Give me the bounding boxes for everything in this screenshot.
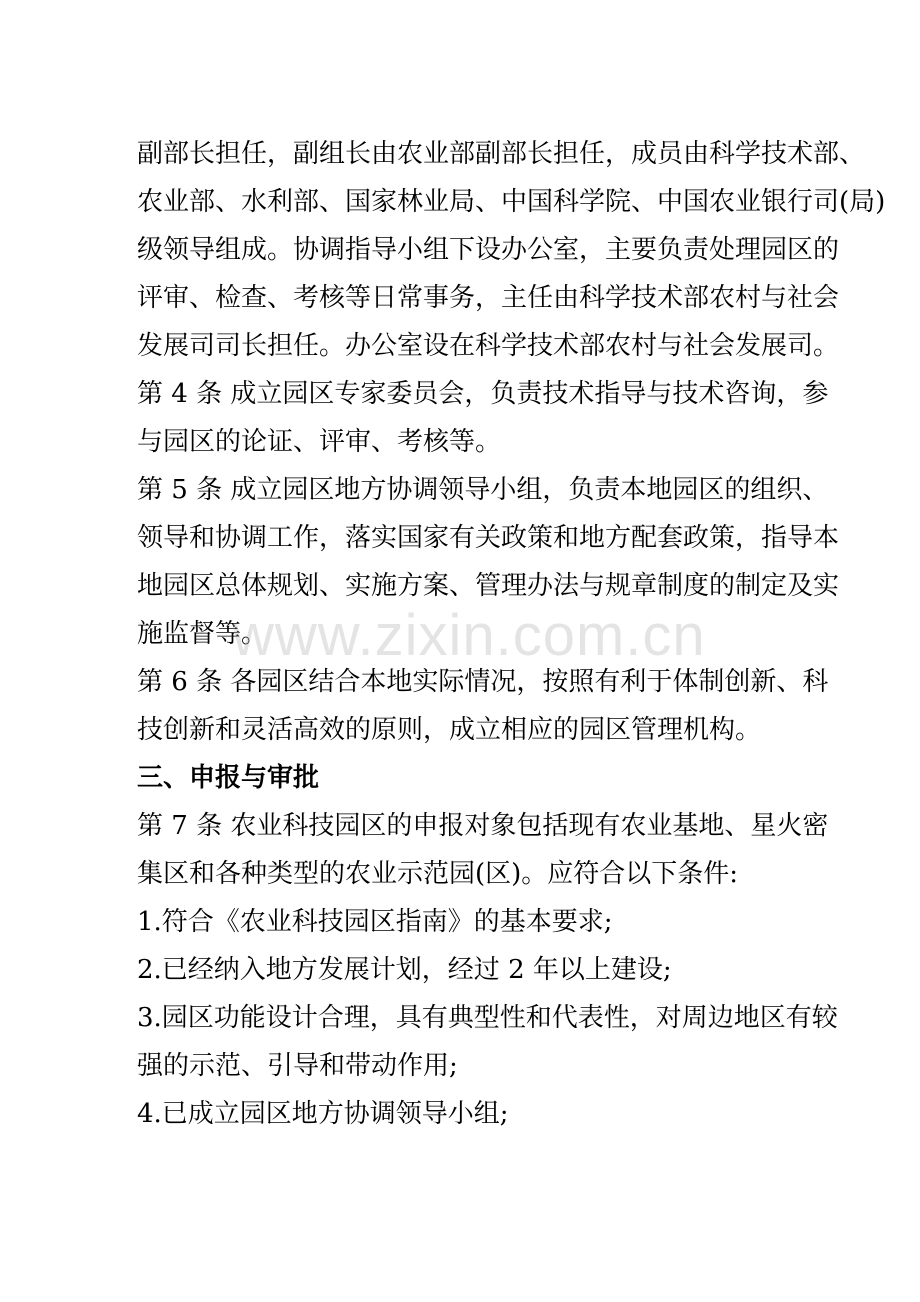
article-7-line: 集区和各种类型的农业示范园(区)。应符合以下条件: (137, 859, 739, 889)
article-6-line: 技创新和灵活高效的原则，成立相应的园区管理机构。 (137, 715, 762, 745)
paragraph-line: 副部长担任，副组长由农业部副部长担任，成员由科学技术部、 (137, 139, 866, 169)
condition-item: 4.已成立园区地方协调领导小组; (137, 1099, 509, 1129)
watermark: www.zixin.com.cn (232, 603, 706, 668)
document-body (137, 130, 886, 1138)
article-7-line: 第 7 条 农业科技园区的申报对象包括现有农业基地、星火密 (137, 811, 829, 841)
article-4-line: 第 4 条 成立园区专家委员会，负责技术指导与技术咨询，参 (137, 379, 829, 409)
section-heading: 三、申报与审批 (137, 763, 320, 793)
article-5-line: 第 5 条 成立园区地方协调领导小组，负责本地园区的组织、 (137, 475, 829, 505)
paragraph-line: 级领导组成。协调指导小组下设办公室，主要负责处理园区的 (137, 235, 840, 265)
article-5-line: 地园区总体规划、实施方案、管理办法与规章制度的制定及实 (137, 571, 840, 601)
condition-item: 强的示范、引导和带动作用; (137, 1051, 458, 1081)
condition-item: 1.符合《农业科技园区指南》的基本要求; (137, 907, 613, 937)
article-5-line: 施监督等。 (137, 619, 268, 649)
article-6-line: 第 6 条 各园区结合本地实际情况，按照有利于体制创新、科 (137, 667, 829, 697)
condition-item: 2.已经纳入地方发展计划，经过 2 年以上建设; (137, 955, 672, 985)
paragraph-line: 农业部、水利部、国家林业局、中国科学院、中国农业银行司(局) (137, 187, 886, 217)
condition-item: 3.园区功能设计合理，具有典型性和代表性，对周边地区有较 (137, 1003, 838, 1033)
article-5-line: 领导和协调工作，落实国家有关政策和地方配套政策，指导本 (137, 523, 840, 553)
paragraph-line: 评审、检查、考核等日常事务，主任由科学技术部农村与社会 (137, 283, 840, 313)
article-4-line: 与园区的论证、评审、考核等。 (137, 427, 502, 457)
paragraph-line: 发展司司长担任。办公室设在科学技术部农村与社会发展司。 (137, 331, 840, 361)
